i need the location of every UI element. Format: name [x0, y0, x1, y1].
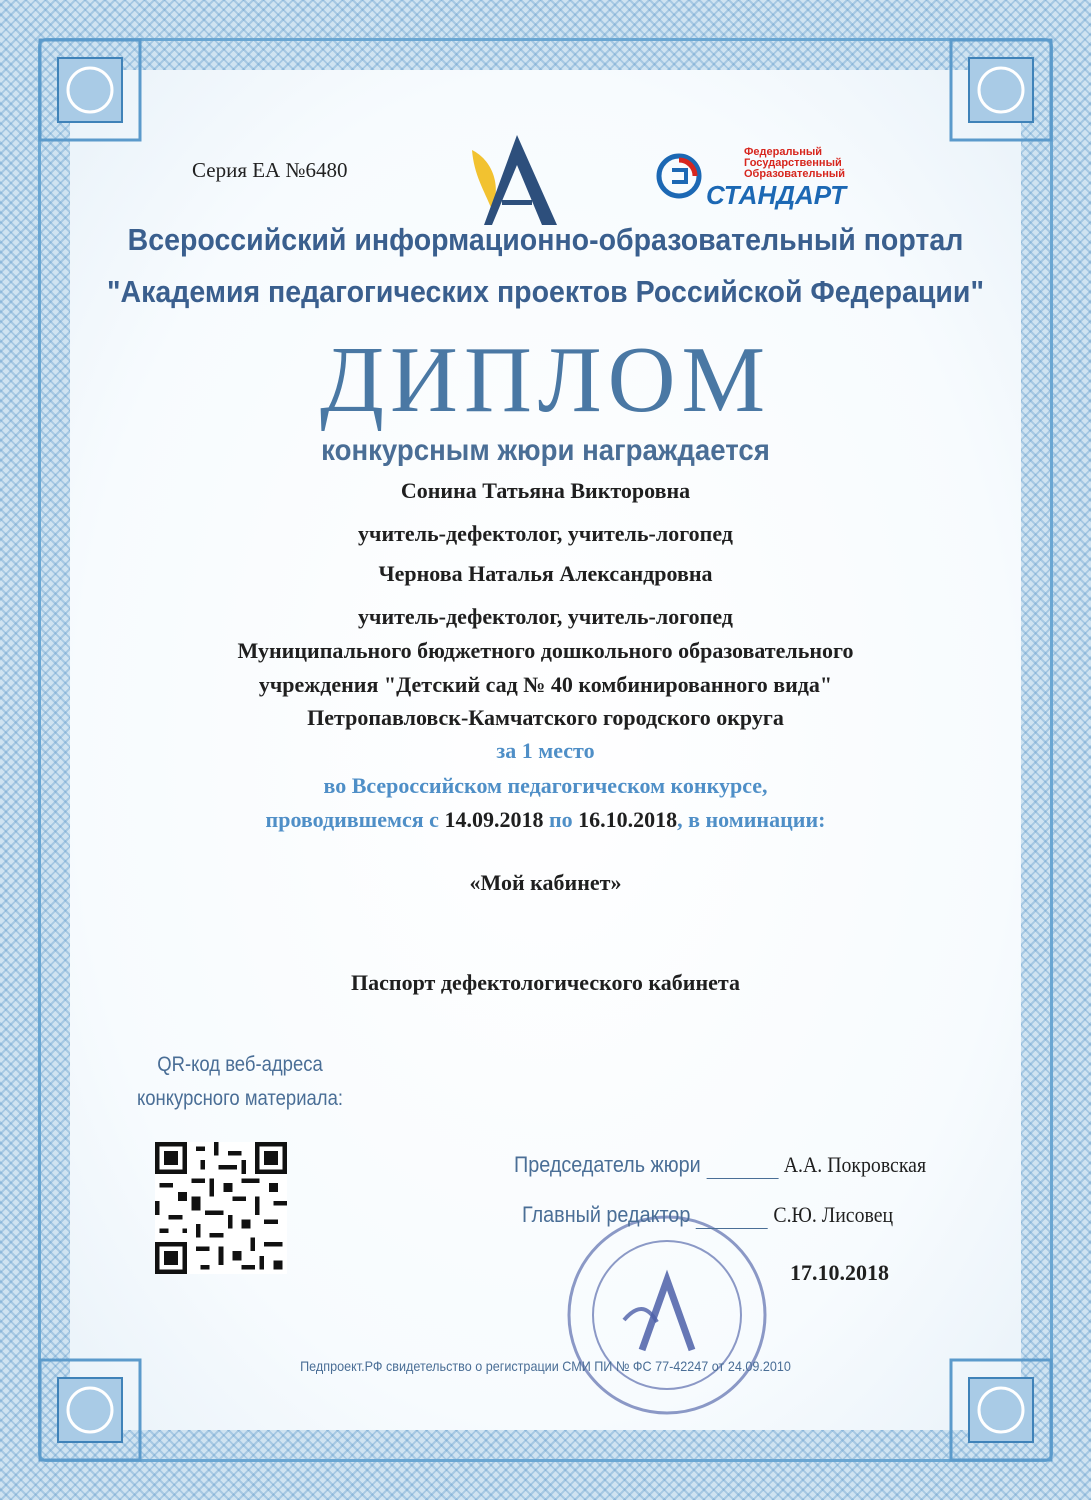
handwritten-signature: [696, 1202, 768, 1229]
recipient-position: учитель-дефектолог, учитель-логопед: [358, 521, 733, 546]
jury-chair-signature: [514, 1152, 926, 1179]
institution-line: учреждения "Детский сад № 40 комбинированного вида": [258, 672, 833, 697]
award-held-suffix: , в номинации:: [677, 807, 826, 832]
fgos-emblem-icon: [656, 146, 702, 206]
handwritten-signature: [706, 1152, 778, 1179]
chief-editor-signature: [522, 1202, 893, 1229]
fgos-line: Государственный: [744, 157, 842, 169]
fgos-line: Образовательный: [744, 168, 846, 180]
date-to: 16.10.2018: [578, 807, 678, 832]
corner-ornament-icon: [941, 30, 1061, 150]
series-number: Серия ЕА №6480: [192, 158, 348, 182]
qr-code-icon: [155, 1142, 287, 1274]
date-from: 14.09.2018: [444, 807, 544, 832]
portal-title-line1: Всероссийский информационно-образовательный портал: [127, 222, 964, 257]
portal-title-line2: "Академия педагогических проектов Российской Федерации": [107, 274, 984, 309]
recipient-position: учитель-дефектолог, учитель-логопед: [358, 604, 733, 629]
registration-footer: Педпроект.РФ свидетельство о регистрации СМИ ПИ № ФС 77-42247 от 24.09.2010: [300, 1358, 791, 1374]
award-held-prefix: проводившемся с: [265, 807, 445, 832]
document-title: ДИПЛОМ: [319, 328, 772, 432]
nomination: «Мой кабинет»: [469, 870, 622, 895]
fgos-line: Федеральный: [744, 146, 822, 158]
signature-role: Главный редактор: [522, 1202, 691, 1227]
award-contest: во Всероссийском педагогическом конкурсе,: [323, 773, 768, 798]
award-dates: [0, 807, 1091, 833]
institution-line: Петропавловск-Камчатского городского округа: [307, 705, 784, 730]
academy-logo-icon: [462, 130, 572, 230]
recipient-name: Чернова Наталья Александровна: [378, 561, 713, 586]
fgos-logo: [656, 142, 856, 212]
work-title: Паспорт дефектологического кабинета: [351, 970, 740, 995]
fgos-caption: [744, 147, 845, 180]
corner-ornament-icon: [30, 30, 150, 150]
official-stamp-icon: [562, 1210, 772, 1420]
issue-date: 17.10.2018: [790, 1260, 889, 1285]
institution-line: Муниципального бюджетного дошкольного образовательного: [237, 638, 854, 663]
fgos-word: СТАНДАРТ: [706, 180, 847, 210]
signature-name: А.А. Покровская: [783, 1152, 927, 1177]
qr-label-line: QR-код веб-адреса: [157, 1053, 323, 1076]
signature-name: С.Ю. Лисовец: [773, 1202, 894, 1227]
signature-role: Председатель жюри: [514, 1152, 701, 1177]
qr-label: [126, 1048, 355, 1116]
recipient-name: Сонина Татьяна Викторовна: [400, 478, 691, 503]
qr-label-line: конкурсного материала:: [136, 1087, 344, 1110]
award-held-mid: по: [543, 807, 579, 832]
award-place: за 1 место: [496, 738, 595, 763]
awarded-by: конкурсным жюри награждается: [321, 434, 770, 467]
